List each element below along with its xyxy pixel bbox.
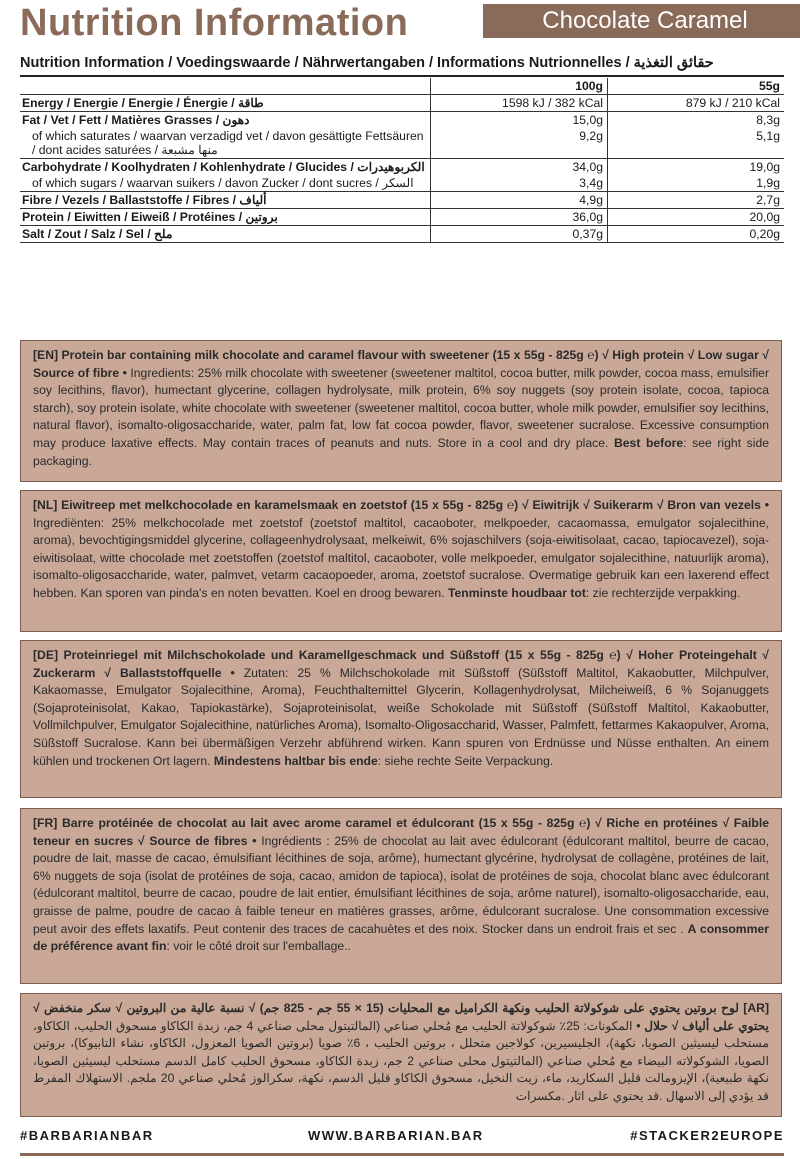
row-value-100g: 3,4g xyxy=(431,175,608,192)
ingredients-en xyxy=(20,340,782,482)
row-value-100g: 36,0g xyxy=(431,209,608,226)
row-label: Fibre / Vezels / Ballaststoffe / Fibres / ألياف xyxy=(20,192,431,209)
nutrition-subtitle: Nutrition Information / Voedingswaarde / Nährwertangaben / Informations Nutrionnelles / حقائق التغذية xyxy=(20,55,714,71)
best-before-text-en: : see right side packaging. xyxy=(33,435,769,468)
website-link[interactable]: WWW.BARBARIAN.BAR xyxy=(308,1128,484,1143)
row-label: of which sugars / waarvan suikers / davon Zucker / dont sucres / السكر xyxy=(20,175,431,192)
best-before-label-de: Mindestens haltbar bis ende xyxy=(213,753,378,768)
table-row xyxy=(20,175,784,192)
best-before-label-nl: Tenminste houdbaar tot xyxy=(447,585,586,600)
ingredients-text-fr: Ingrédients : 25% de chocolat au lait avec édulcorant (édulcorant maltitol, beurre de cacao, poudre de lait, masse de cacao, émulsifiant lécithines de soja, arôme), humectant glycérine, hydrolysat de collagène, protéines de lait, 6% nuggets de soja (isolat de protéines de soja, cacao, amidon de tapioca), isolat de protéines de soja, chocolat blanc avec édulcorant (édulcorant maltitol, beurre de cacao, poudre de lait entier, émulsifiant lécithines de soja, arôme naturel), isomalto-oligosaccharide, eau, graisse de palme, poudre de cacao à faible teneur en matières grasses, arôme, édulcorant sucralose. Une consommation excessive peut avoir des effets laxatifs. Peut contenir des traces de cacahuètes et des noix. Stocker dans un endroit frais et sec . xyxy=(33,833,770,936)
header xyxy=(20,4,784,50)
row-value-100g: 4,9g xyxy=(431,192,608,209)
ingredients-text-de: Zutaten: 25 % Milchschokolade mit Süßstoff (Süßstoff Maltitol, Kakaobutter, Milchpulver, Kakaomasse, Emulgator Sojalecithine, Aroma), Feuchthaltemittel Glycerin, Kollagenhydrolysat, Milcheiweiß, 6 % Sojanuggets (Sojaproteinisolat, Kakao, Tapiokastärke), Sojaproteinisolat, weiße Schokolade mit Süßstoff (Süßstoff Maltitol, Kakaobutter, Vollmilchpulver, Emulgator Sojalecithine, natürliches Aroma), Isomalto-Oligosaccharid, Wasser, Palmfett, fettarmes Kakaopulver, Aroma, Süßstoff Sucralose. Kann bei übermäßigen Verzehr abführend wirken. Kann spuren von Erdnüsse und Nüsse enthalten. An einem kühlen und trockenen Ort lagern. xyxy=(33,665,769,768)
page-title: Nutrition Information xyxy=(20,2,409,44)
table-row xyxy=(20,209,784,226)
row-label: Protein / Eiwitten / Eiweiß / Protéines / بروتين xyxy=(20,209,431,226)
product-description-ar: [AR] لوح بروتين يحتوي على شوكولاتة الحليب ونكهة الكراميل مع المحليات (15 × 55 جم - 825 جم) √ نسبة عالية من البروتين √ سكر منخفض √ يحتوي على ألياف √ حلال • xyxy=(33,1001,769,1033)
row-label: Energy / Energie / Energie / Énergie / طاقة xyxy=(20,95,431,112)
row-value-100g: 0,37g xyxy=(431,226,608,243)
row-value-55g: 8,3g xyxy=(608,112,785,129)
column-header-55g: 55g xyxy=(608,78,785,95)
divider xyxy=(20,75,784,77)
row-value-100g: 34,0g xyxy=(431,159,608,176)
ingredients-text-en: Ingredients: 25% milk chocolate with sweetener (sweetener maltitol, cocoa butter, milk powder, cocoa mass, emulsifier soy lecithins, flavor), humectant glycerine, collagen hydrolysate, milk protein, 6% soy nuggets (soy protein isolate, cocoa, tapioca starch), soy protein isolate, white chocolate with sweetener (sweetener maltitol, cocoa butter, whole milk powder, emulsifier soy lecithins, natural flavor), isomalto-oligosaccharide, water, palm fat, low fat cocoa powder, flavor, sweetener sucralose. Excessive consumption may produce laxative effects. May contain traces of peanuts and nuts. Store in a cool and dry place. xyxy=(33,365,770,450)
ingredients-text-ar: المكونات: 25٪ شوكولاتة الحليب مع مُحلي صناعي (المالتيتول محلى صناعي 4 جم، زبدة الكاكاو مسحوق الحليب، الكاكاو، مستحلب ليسيثين الصويا، نكهة)، الجليسيرين، كولاجين متحلل ، بروتين الحليب ، 6٪ صويا (بروتين الصويا المعزول، الكاكاو، نشاء التابيوكا)، بروتين الصويا، الشوكولاته البيضاء مع مُحلي صناعي (المالتيتول محلى صناعي 2 جم، زبدة الكاكاو، مسحوق الحليب كامل الدسم مستحلب ليسيثين الصويا، نكهة طبيعية)، الإيزومالت قليل السكاريد، ماء، زيت النخيل، مسحوق الكاكاو قليل الدسم، نكهة، سكرالوز مُحلي صناعي 20 ملجم. الاستهلاك المفرط قد يؤدي إلى الاسهال .قد يحتوي على اثار .مكسرات xyxy=(33,1018,769,1103)
ingredients-nl xyxy=(20,490,782,632)
row-label: Carbohydrate / Koolhydraten / Kohlenhydrate / Glucides / الكربوهيدرات xyxy=(22,160,425,174)
nutrition-table xyxy=(20,78,784,243)
best-before-label-en: Best before xyxy=(613,435,684,450)
row-label: of which saturates / waarvan verzadigd vet / davon gesättigte Fettsäuren / dont acides saturées / منها مشبعة xyxy=(20,128,431,159)
row-label: Fat / Vet / Fett / Matières Grasses / دهون xyxy=(22,113,250,127)
best-before-text-de: : siehe rechte Seite Verpackung. xyxy=(377,753,554,768)
ingredients-fr xyxy=(20,808,782,984)
variant-badge: Chocolate Caramel xyxy=(483,4,800,38)
best-before-label-fr: A consommer de préférence avant fin xyxy=(33,921,770,954)
ingredients-ar xyxy=(20,993,782,1117)
hashtag-stacker2europe: #STACKER2EUROPE xyxy=(630,1128,784,1143)
table-row xyxy=(20,112,784,129)
row-value-55g: 19,0g xyxy=(608,159,785,176)
row-value-100g: 9,2g xyxy=(431,128,608,159)
product-description-fr: [FR] Barre protéinée de chocolat au lait avec arome caramel et édulcorant (15 x 55g - 825g ℮) √ Riche en protéines √ Faible teneur en sucres √ Source de fibres • xyxy=(33,816,769,848)
best-before-text-fr: : voir le côté droit sur l'emballage.. xyxy=(166,939,351,954)
row-value-55g: 0,20g xyxy=(608,226,785,243)
row-value-55g: 2,7g xyxy=(608,192,785,209)
row-value-55g: 1,9g xyxy=(608,175,785,192)
ingredients-de xyxy=(20,640,782,798)
column-header-100g: 100g xyxy=(431,78,608,95)
table-row xyxy=(20,192,784,209)
row-value-100g: 1598 kJ / 382 kCal xyxy=(431,95,608,112)
hashtag-barbarianbar: #BARBARIANBAR xyxy=(20,1128,154,1143)
product-description-en: [EN] Protein bar containing milk chocolate and caramel flavour with sweetener (15 x 55g - 825g ℮) √ High protein √ Low sugar √ Source of fibre • xyxy=(33,348,769,380)
best-before-text-nl: : zie rechterzijde verpakking. xyxy=(585,585,741,600)
table-header-row xyxy=(20,78,784,95)
product-description-nl: [NL] Eiwitreep met melkchocolade en karamelsmaak en zoetstof (15 x 55g - 825g ℮) √ Eiwitrijk √ Suikerarm √ Bron van vezels • xyxy=(33,498,769,512)
bottom-bar xyxy=(20,1153,784,1156)
table-row xyxy=(20,159,784,176)
table-row xyxy=(20,95,784,112)
table-row xyxy=(20,128,784,159)
table-row xyxy=(20,226,784,243)
row-value-55g: 879 kJ / 210 kCal xyxy=(608,95,785,112)
row-value-55g: 20,0g xyxy=(608,209,785,226)
ingredients-text-nl: Ingrediënten: 25% melkchocolade met zoetstof (zoetstof maltitol, cacaoboter, melkpoeder, cacaomassa, emulgator sojalecithine, aroma), bevochtigingsmiddel glycerine, collageenhydrolysaat, melkeiwit, 6% sojaschilvers (soja-eiwitisolaat, cacao, tapiocavezel), soja-eiwitisolaat, witte chocolade met zoetstoffen (zoetstof maltitol, cacaoboter, volle melkpoeder, emulgator sojalecithine, natuurlijk aroma), isomalto-oligosaccharide, water, palmvet, vetarm cacaopoeder, aroma, zoetstof sucralose. Overmatige gebruik kan een laxerend effect hebben. Kan sporen van pinda's en noten bevatten. Koel en droog bewaren. xyxy=(33,515,769,600)
row-value-100g: 15,0g xyxy=(431,112,608,129)
product-description-de: [DE] Proteinriegel mit Milchschokolade und Karamellgeschmack und Süßstoff (15 x 55g - 825g ℮) √ Hoher Proteingehalt √ Zuckerarm √ Ballaststoffquelle • xyxy=(33,648,769,680)
row-label: Salt / Zout / Salz / Sel / ملح xyxy=(20,226,431,243)
row-value-55g: 5,1g xyxy=(608,128,785,159)
